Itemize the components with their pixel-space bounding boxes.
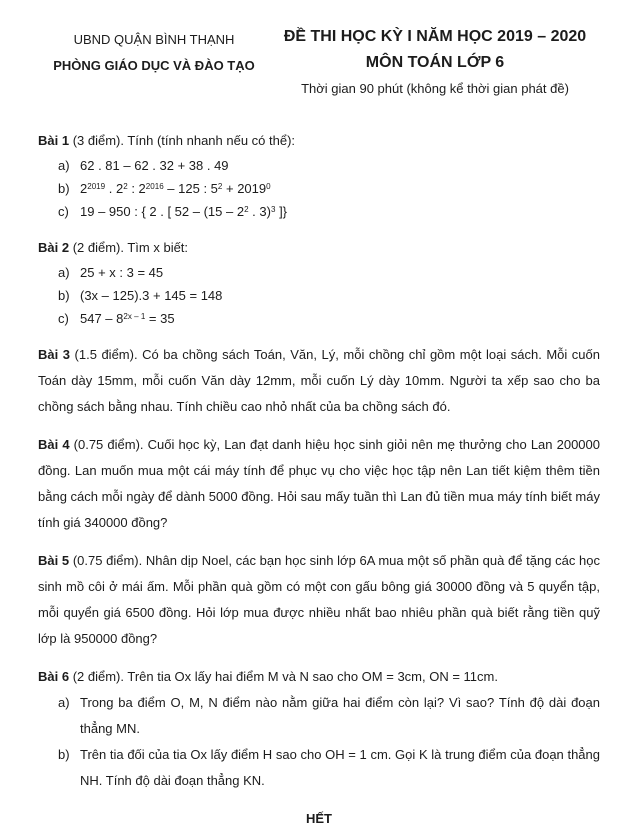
item-letter: a) <box>58 158 70 173</box>
problem-bai-2 <box>38 235 600 330</box>
problem-statement <box>38 432 600 536</box>
issuing-authority <box>38 24 270 102</box>
problem-bai-1 <box>38 128 600 223</box>
item-text: 19 – 950 : { 2 . [ $52 - (15 - 2^2$ . 3)$^3$ ]} <box>80 204 288 219</box>
problem-statement <box>38 664 600 690</box>
problem-label: Bài 3 <box>38 347 70 362</box>
item-text: 62 . 81 – 62 . 32 + 38 . 49 <box>80 158 229 173</box>
item-letter: a) <box>58 265 70 280</box>
item-text: $547 - 8^{2x - 1} = 35$ <box>80 311 175 326</box>
exam-subject: MÔN TOÁN LỚP 6 <box>365 54 505 71</box>
item-letter: b) <box>58 288 70 303</box>
problem-intro: (2 điểm). Tìm x biết: <box>69 240 189 255</box>
problem-item <box>58 200 600 223</box>
end-marker: HẾT <box>306 811 332 826</box>
problem-item <box>58 261 600 284</box>
problem-item <box>58 742 600 794</box>
authority-line1: UBND QUẬN BÌNH THẠNH <box>73 32 235 47</box>
problem-items <box>38 690 600 794</box>
problem-bai-5 <box>38 548 600 652</box>
item-text: (3x – 125).3 + 145 = 148 <box>80 288 223 303</box>
problem-label: Bài 1 <box>38 133 70 148</box>
problem-label: Bài 4 <box>38 437 70 452</box>
item-letter: b) <box>58 747 70 762</box>
problem-item <box>58 284 600 307</box>
problem-label: Bài 2 <box>38 240 70 255</box>
problem-intro: (0.75 điểm). Nhân dịp Noel, các bạn học sinh lớp 6A mua một số phần quà để tặng các học sinh mồ côi ở mái ấm. Mỗi phần quà gồm có một con gấu bông giá 30000 đồng và 5 quyển tập, mỗi quyển giá 6500 đồng. Hỏi lớp mua được nhiều nhất bao nhiêu phần quà biết rằng tiền quỹ lớp là 950000 đồng? <box>38 553 600 646</box>
item-text: 25 + x : 3 = 45 <box>80 265 164 280</box>
exam-title-block <box>270 24 600 102</box>
problem-statement <box>38 235 600 261</box>
problem-intro: (3 điểm). Tính (tính nhanh nếu có thể): <box>69 133 296 148</box>
item-text: $2^{2019}$ . $2^2$ : $2^{2016} - 125$ : $5^2 + 2019^0$ <box>80 181 271 196</box>
problem-item <box>58 177 600 200</box>
problem-bai-4 <box>38 432 600 536</box>
exam-duration: Thời gian 90 phút (không kể thời gian phát đề) <box>301 81 569 96</box>
authority-line2: PHÒNG GIÁO DỤC VÀ ĐÀO TẠO <box>53 58 255 73</box>
problem-statement <box>38 548 600 652</box>
item-letter: c) <box>58 204 69 219</box>
problem-item <box>58 690 600 742</box>
item-letter: a) <box>58 695 70 710</box>
problem-label: Bài 6 <box>38 669 70 684</box>
problem-items <box>38 261 600 330</box>
problem-statement <box>38 342 600 420</box>
item-letter: c) <box>58 311 69 326</box>
problem-intro: (0.75 điểm). Cuối học kỳ, Lan đạt danh hiệu học sinh giỏi nên mẹ thưởng cho Lan 200000 đồng. Lan muốn mua một cái máy tính để phục vụ cho việc học tập nên Lan tiết kiệm thêm tiền bằng cách mỗi ngày để dành 5000 đồng. Hỏi sau mấy tuần thì Lan đủ tiền mua máy tính biết máy tính giá 340000 đồng? <box>38 437 600 530</box>
problem-intro: (2 điểm). Trên tia Ox lấy hai điểm M và N sao cho OM = 3cm, ON = 11cm. <box>69 669 498 684</box>
item-text: Trên tia đối của tia Ox lấy điểm H sao cho OH = 1 cm. Gọi K là trung điểm của đoạn thẳng NH. Tính độ dài đoạn thẳng KN. <box>80 747 600 788</box>
problem-bai-6 <box>38 664 600 794</box>
problem-items <box>38 154 600 223</box>
item-text: Trong ba điểm O, M, N điểm nào nằm giữa hai điểm còn lại? Vì sao? Tính độ dài đoạn thẳng MN. <box>80 695 600 736</box>
problem-item <box>58 307 600 330</box>
problem-item <box>58 154 600 177</box>
problem-label: Bài 5 <box>38 553 70 568</box>
exam-title: ĐỀ THI HỌC KỲ I NĂM HỌC 2019 – 2020 <box>283 28 587 45</box>
problem-intro: (1.5 điểm). Có ba chồng sách Toán, Văn, Lý, mỗi chồng chỉ gồm một loại sách. Mỗi cuốn Toán dày 15mm, mỗi cuốn Văn dày 12mm, mỗi cuốn Lý dày 10mm. Người ta xếp sao cho ba chồng sách bằng nhau. Tính chiều cao nhỏ nhất của ba chồng sách đó. <box>38 347 600 414</box>
item-letter: b) <box>58 181 70 196</box>
problem-bai-3 <box>38 342 600 420</box>
problem-statement <box>38 128 600 154</box>
exam-header <box>38 24 600 102</box>
